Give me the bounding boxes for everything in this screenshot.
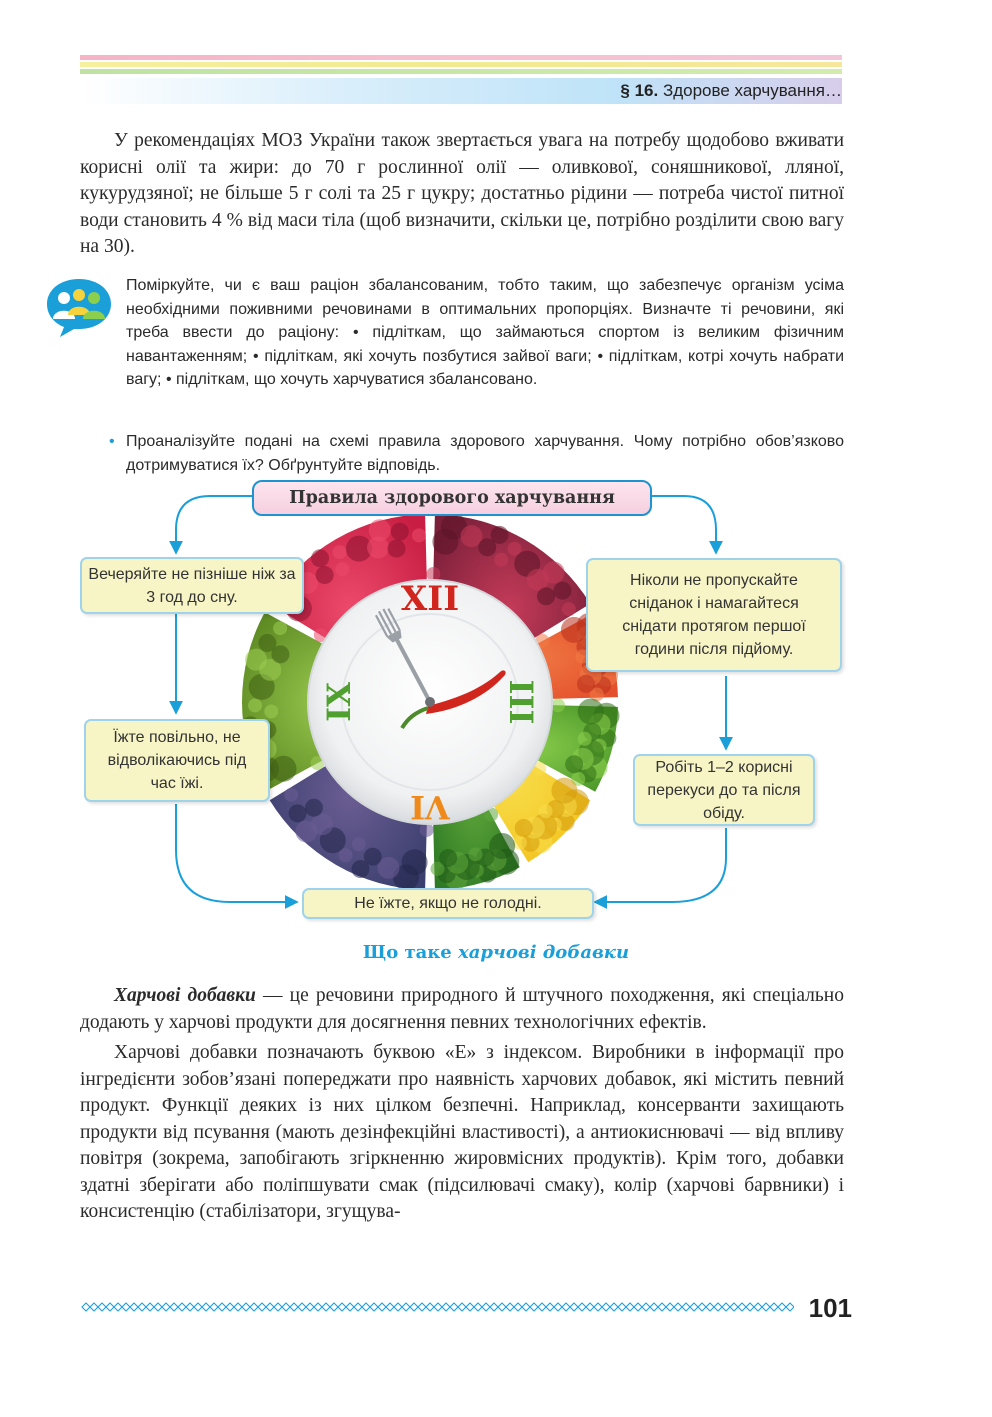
numeral-xii: XII: [400, 579, 460, 619]
numeral-vi: VI: [410, 788, 450, 826]
kiwi-wedge-texture: [271, 645, 289, 663]
footer-diamond: [666, 1303, 674, 1311]
footer-diamond: [498, 1303, 506, 1311]
page-number: 101: [808, 1293, 852, 1323]
footer-diamond: [282, 1303, 290, 1311]
tomato-wedge-texture: [577, 675, 595, 693]
rule-snacks: Робіть 1–2 корисні перекуси до та після обіду.: [633, 754, 815, 826]
plum-wedge-texture: [402, 849, 428, 875]
footer-diamond: [146, 1303, 154, 1311]
footer-diamond: [706, 1303, 714, 1311]
kiwi-wedge-texture: [248, 698, 262, 712]
footer-diamond: [674, 1303, 682, 1311]
footer-diamond: [506, 1303, 514, 1311]
kiwi-wedge-texture: [273, 621, 287, 635]
footer-diamond: [170, 1303, 178, 1311]
footer-diamond: [458, 1303, 466, 1311]
footer-diamond: [738, 1303, 746, 1311]
footer-diamond: [306, 1303, 314, 1311]
section-number: § 16.: [620, 81, 659, 100]
footer-diamond: [594, 1303, 602, 1311]
footer-diamond: [106, 1303, 114, 1311]
footer-diamond: [490, 1303, 498, 1311]
term-food-additives: Харчові добавки: [114, 985, 256, 1006]
footer-diamond: [226, 1303, 234, 1311]
footer-diamond: [754, 1303, 762, 1311]
numeral-ix: IX: [320, 682, 358, 722]
footer-diamond: [162, 1303, 170, 1311]
footer-diamond: [138, 1303, 146, 1311]
broccoli-wedge-texture: [468, 847, 482, 861]
footer-diamond: [690, 1303, 698, 1311]
footer-diamond: [314, 1303, 322, 1311]
footer-ornament: [80, 1301, 794, 1313]
footer-diamond: [322, 1303, 330, 1311]
footer-diamond: [418, 1303, 426, 1311]
footer-diamond: [450, 1303, 458, 1311]
footer-diamond: [338, 1303, 346, 1311]
corn-wedge-texture: [551, 778, 577, 804]
footer-diamond: [778, 1303, 786, 1311]
footer-diamond: [482, 1303, 490, 1311]
footer-diamond: [602, 1303, 610, 1311]
plum-wedge-texture: [289, 804, 307, 822]
footer-diamond: [634, 1303, 642, 1311]
footer-diamond: [130, 1303, 138, 1311]
footer-diamond: [562, 1303, 570, 1311]
footer-diamond: [98, 1303, 106, 1311]
footer-diamond: [698, 1303, 706, 1311]
footer-diamond: [242, 1303, 250, 1311]
footer-diamond: [354, 1303, 362, 1311]
additives-paragraph: Харчові добавки позначають буквою «Е» з індексом. Виробники в інформації про інгредієнти зобов’язані попереджати про наявність харчових добавок, які містить певний продукт. Функції деяких із них цілком безпечні. Наприклад, консерванти захищають продукти від псування (мають дезінфекційні властивості), а антиокиснювачі — від впливу повітря (зокрема, запобігають згіркненню жировмісних продуктів). Крім того, добавки здатні зберігати або поліпшувати смак (підсилювачі смаку), колір (харчові барвники) і консистенцію (стабілізатори, згущува-: [80, 1042, 844, 1222]
footer-diamond: [642, 1303, 650, 1311]
corn-wedge-texture: [539, 804, 553, 818]
footer-diamond: [82, 1303, 90, 1311]
additives-text: [80, 983, 844, 1226]
rule-not-hungry: Не їжте, якщо не голодні.: [302, 888, 594, 919]
footer-diamond: [426, 1303, 434, 1311]
footer-diamond: [362, 1303, 370, 1311]
rule-breakfast: Ніколи не пропускайте сніданок і намагайтеся снідати протягом першої години після підйому.: [586, 558, 842, 672]
footer-diamond: [554, 1303, 562, 1311]
footer-diamond: [274, 1303, 282, 1311]
lettuce-wedge-texture: [551, 698, 565, 712]
lettuce-wedge-texture: [578, 732, 592, 746]
lettuce-wedge-texture: [578, 699, 604, 725]
footer-diamond: [522, 1303, 530, 1311]
footer-diamond: [578, 1303, 586, 1311]
rule-dinner: Вечеряйте не пізніше ніж за 3 год до сну.: [80, 557, 304, 614]
corn-wedge-texture: [515, 819, 533, 837]
subheading-plain: Що таке: [362, 942, 459, 963]
footer-diamond: [722, 1303, 730, 1311]
footer-diamond: [370, 1303, 378, 1311]
footer-diamond: [202, 1303, 210, 1311]
footer-diamond: [234, 1303, 242, 1311]
footer-diamond: [762, 1303, 770, 1311]
footer-diamond: [650, 1303, 658, 1311]
footer-diamond: [410, 1303, 418, 1311]
footer-diamond: [394, 1303, 402, 1311]
plum-wedge-texture: [364, 848, 382, 866]
raspberry-wedge-texture: [391, 523, 409, 541]
footer-diamond: [466, 1303, 474, 1311]
footer-diamond: [626, 1303, 634, 1311]
footer-diamond: [122, 1303, 130, 1311]
footer-diamond: [346, 1303, 354, 1311]
intro-paragraph-text: У рекомендаціях МОЗ України також звертається увага на потребу щодобово вживати корисні олії та жири: до 70 г рослинної олії — оливкової, соняшникової, лляної, кукурудзяної; не більше 5 г солі та 25 г цукру; достатньо рідини — потреба чистої питної води становить 4 % від маси тіла (щоб визначити, скільки це, потрібно розділити свою вагу на 30).: [80, 130, 844, 257]
footer-diamond: [442, 1303, 450, 1311]
footer-diamond: [218, 1303, 226, 1311]
footer-diamond: [330, 1303, 338, 1311]
task-bullet: •: [109, 433, 115, 450]
footer-diamond: [730, 1303, 738, 1311]
footer-diamond: [538, 1303, 546, 1311]
footer-diamond: [378, 1303, 386, 1311]
footer-diamond: [746, 1303, 754, 1311]
footer-diamond: [658, 1303, 666, 1311]
footer-diamond: [610, 1303, 618, 1311]
raspberry-wedge-texture: [316, 566, 334, 584]
footer-diamond: [194, 1303, 202, 1311]
footer-diamond: [714, 1303, 722, 1311]
subheading: [0, 942, 992, 963]
grapes-wedge-texture: [537, 587, 555, 605]
raspberry-wedge-texture: [387, 540, 405, 558]
footer-diamond: [250, 1303, 258, 1311]
raspberry-wedge-texture: [412, 528, 426, 542]
kiwi-wedge-texture: [271, 756, 297, 782]
footer-diamond: [154, 1303, 162, 1311]
footer-diamond: [258, 1303, 266, 1311]
raspberry-wedge-texture: [335, 562, 349, 576]
additives-definition-rest: — це речовини природного й штучного походження, які спеціально додають у харчові продукти для досягнення певних технологічних ефектів.: [80, 985, 844, 1033]
footer-diamond: [682, 1303, 690, 1311]
grapes-wedge-texture: [562, 602, 576, 616]
broccoli-wedge-texture: [439, 849, 457, 867]
numeral-iii: III: [502, 679, 540, 725]
additives-definition: [80, 983, 844, 1036]
raspberry-wedge-texture: [367, 537, 389, 559]
footer-diamond: [386, 1303, 394, 1311]
footer-diamond: [290, 1303, 298, 1311]
subheading-italic: харчові добавки: [458, 942, 630, 963]
footer-diamond: [770, 1303, 778, 1311]
grapes-wedge-texture: [494, 553, 508, 567]
footer-diamond: [546, 1303, 554, 1311]
plum-wedge-texture: [305, 799, 323, 817]
footer-diamond: [618, 1303, 626, 1311]
footer-diamond: [298, 1303, 306, 1311]
diagram-title: Правила здорового харчування: [252, 480, 652, 516]
raspberry-wedge-texture: [333, 545, 347, 559]
footer-diamond: [178, 1303, 186, 1311]
footer-diamond: [402, 1303, 410, 1311]
footer-diamond: [114, 1303, 122, 1311]
rule-eat-slowly: Їжте повільно, не відволікаючись під час їжі.: [84, 719, 270, 802]
footer-diamond: [210, 1303, 218, 1311]
kiwi-wedge-texture: [264, 704, 278, 718]
grapes-wedge-texture: [478, 538, 496, 556]
footer-diamond: [266, 1303, 274, 1311]
footer-diamond: [586, 1303, 594, 1311]
tomato-wedge-texture: [561, 617, 587, 643]
grapes-wedge-texture: [553, 582, 571, 600]
footer-diamond: [786, 1303, 794, 1311]
footer-diamond: [434, 1303, 442, 1311]
footer-diamond: [514, 1303, 522, 1311]
footer-diamond: [570, 1303, 578, 1311]
footer-diamond: [474, 1303, 482, 1311]
lettuce-wedge-texture: [565, 755, 583, 773]
raspberry-wedge-texture: [311, 549, 329, 567]
corn-wedge-texture: [513, 836, 527, 850]
footer-diamond: [186, 1303, 194, 1311]
section-title: Здорове харчування…: [658, 81, 842, 100]
task-analyze-rules-text: Проаналізуйте подані на схемі правила здорового харчування. Чому потрібно обов’язково дотримуватися їх? Обґрунтуйте відповідь.: [126, 433, 844, 474]
footer-diamond: [530, 1303, 538, 1311]
task-balanced-diet: Поміркуйте, чи є ваш раціон збалансованим, тобто таким, що забезпечує організм усіма необхідними поживними речовинами в оптимальних пропорціях. Визначте ті речовини, які треба ввести до раціону: • підліткам, що займаються спортом із великим фізичним навантаженням; • підліткам, які хочуть позбутися зайвої ваги; • підліткам, котрі хочуть набрати вагу; • підліткам, що хочуть харчуватися збалансовано.: [126, 277, 844, 388]
plum-wedge-texture: [284, 788, 298, 802]
plum-wedge-texture: [352, 837, 366, 851]
footer-diamond: [90, 1303, 98, 1311]
broccoli-wedge-texture: [489, 833, 515, 859]
grapes-wedge-texture: [432, 529, 458, 555]
